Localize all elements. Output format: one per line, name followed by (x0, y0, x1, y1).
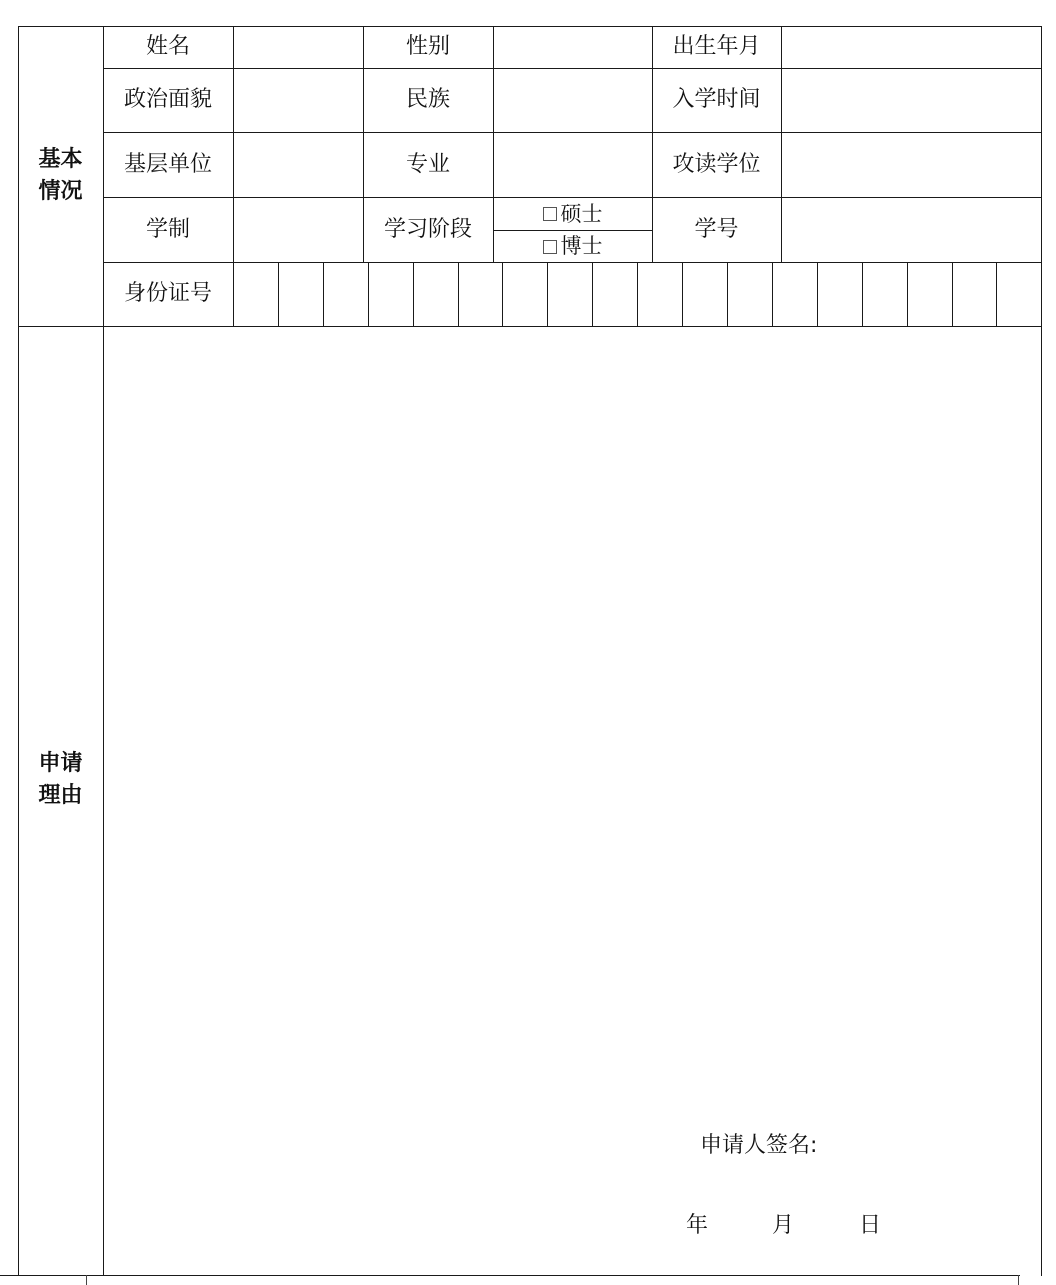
next-table-left-border (86, 1275, 87, 1285)
stage-option-phd[interactable] (493, 231, 652, 262)
date-year-label: 年 (685, 1213, 708, 1238)
birth-field[interactable] (782, 27, 1041, 68)
label-enroll-time: 入学时间 (672, 87, 761, 112)
table-right-border-lower (1041, 326, 1042, 1276)
section-label-basic-info (18, 26, 103, 326)
label-ethnicity: 民族 (405, 87, 450, 112)
duration-field[interactable] (234, 198, 363, 262)
label-gender: 性别 (405, 34, 450, 59)
reason-text-area[interactable] (104, 327, 1041, 1117)
date-month-label: 月 (771, 1213, 794, 1238)
ethnicity-field[interactable] (494, 69, 652, 132)
label-duration: 学制 (145, 216, 190, 242)
id-number-boxes[interactable] (234, 263, 1041, 326)
gender-field[interactable] (494, 27, 652, 68)
section-label-line: 情况 (38, 179, 83, 204)
political-status-field[interactable] (234, 69, 363, 132)
unit-field[interactable] (234, 133, 363, 197)
next-table-right-border (1018, 1275, 1019, 1285)
section-label-reason (18, 738, 103, 822)
checkbox-icon (543, 240, 557, 254)
section-label-line: 申请 (38, 751, 83, 776)
major-field[interactable] (494, 133, 652, 197)
name-field[interactable] (234, 27, 363, 68)
label-stage: 学习阶段 (383, 216, 472, 242)
stage-option-label: 硕士 (560, 201, 603, 226)
signature-area[interactable] (850, 1130, 1030, 1162)
label-student-id: 学号 (694, 216, 739, 242)
label-id-number: 身份证号 (123, 281, 212, 306)
enroll-time-field[interactable] (782, 69, 1041, 132)
section-label-line: 基本 (38, 147, 83, 172)
date-day-label: 日 (858, 1213, 881, 1238)
label-degree: 攻读学位 (672, 151, 761, 177)
label-name: 姓名 (145, 34, 190, 59)
stage-option-label: 博士 (560, 234, 603, 258)
label-unit: 基层单位 (123, 151, 212, 177)
table-bottom-border (0, 1275, 1020, 1276)
table-right-border (1041, 26, 1042, 326)
student-id-field[interactable] (782, 198, 1041, 262)
label-major: 专业 (405, 151, 450, 177)
signature-label: 申请人签名: (700, 1133, 818, 1158)
degree-field[interactable] (782, 133, 1041, 197)
section-label-line: 理由 (38, 783, 83, 808)
label-political-status: 政治面貌 (123, 87, 212, 112)
label-birth: 出生年月 (672, 34, 761, 59)
stage-option-master[interactable] (493, 198, 652, 230)
checkbox-icon (543, 207, 557, 221)
